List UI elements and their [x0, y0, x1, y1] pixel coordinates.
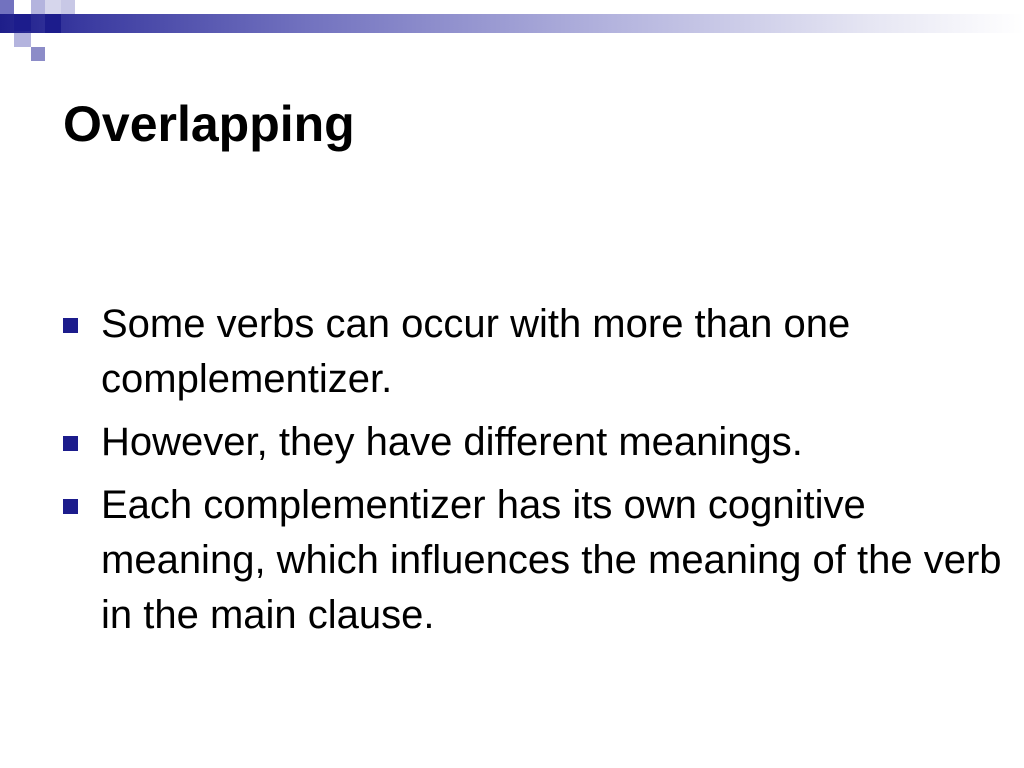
bullet-item: [63, 297, 1003, 407]
decor-square: [0, 0, 14, 14]
decor-square: [45, 0, 61, 14]
square-bullet-icon: [63, 499, 78, 514]
bullet-list: [63, 297, 1003, 651]
decor-square: [14, 33, 31, 47]
bullet-text: However, they have different meanings.: [101, 420, 803, 464]
bullet-text: Some verbs can occur with more than one complementizer.: [101, 302, 851, 401]
decor-square: [61, 0, 75, 14]
gradient-band: [0, 14, 1024, 33]
decor-square: [31, 0, 45, 14]
bullet-item: [63, 478, 1003, 643]
decor-square: [14, 14, 31, 31]
decor-square: [45, 14, 61, 33]
square-bullet-icon: [63, 436, 78, 451]
slide-title: Overlapping: [63, 96, 355, 152]
bullet-text: Each complementizer has its own cognitive meaning, which influences the meaning of the verb in the main clause.: [101, 483, 1002, 637]
decor-square: [31, 47, 45, 61]
bullet-item: [63, 415, 1003, 470]
square-bullet-icon: [63, 318, 78, 333]
